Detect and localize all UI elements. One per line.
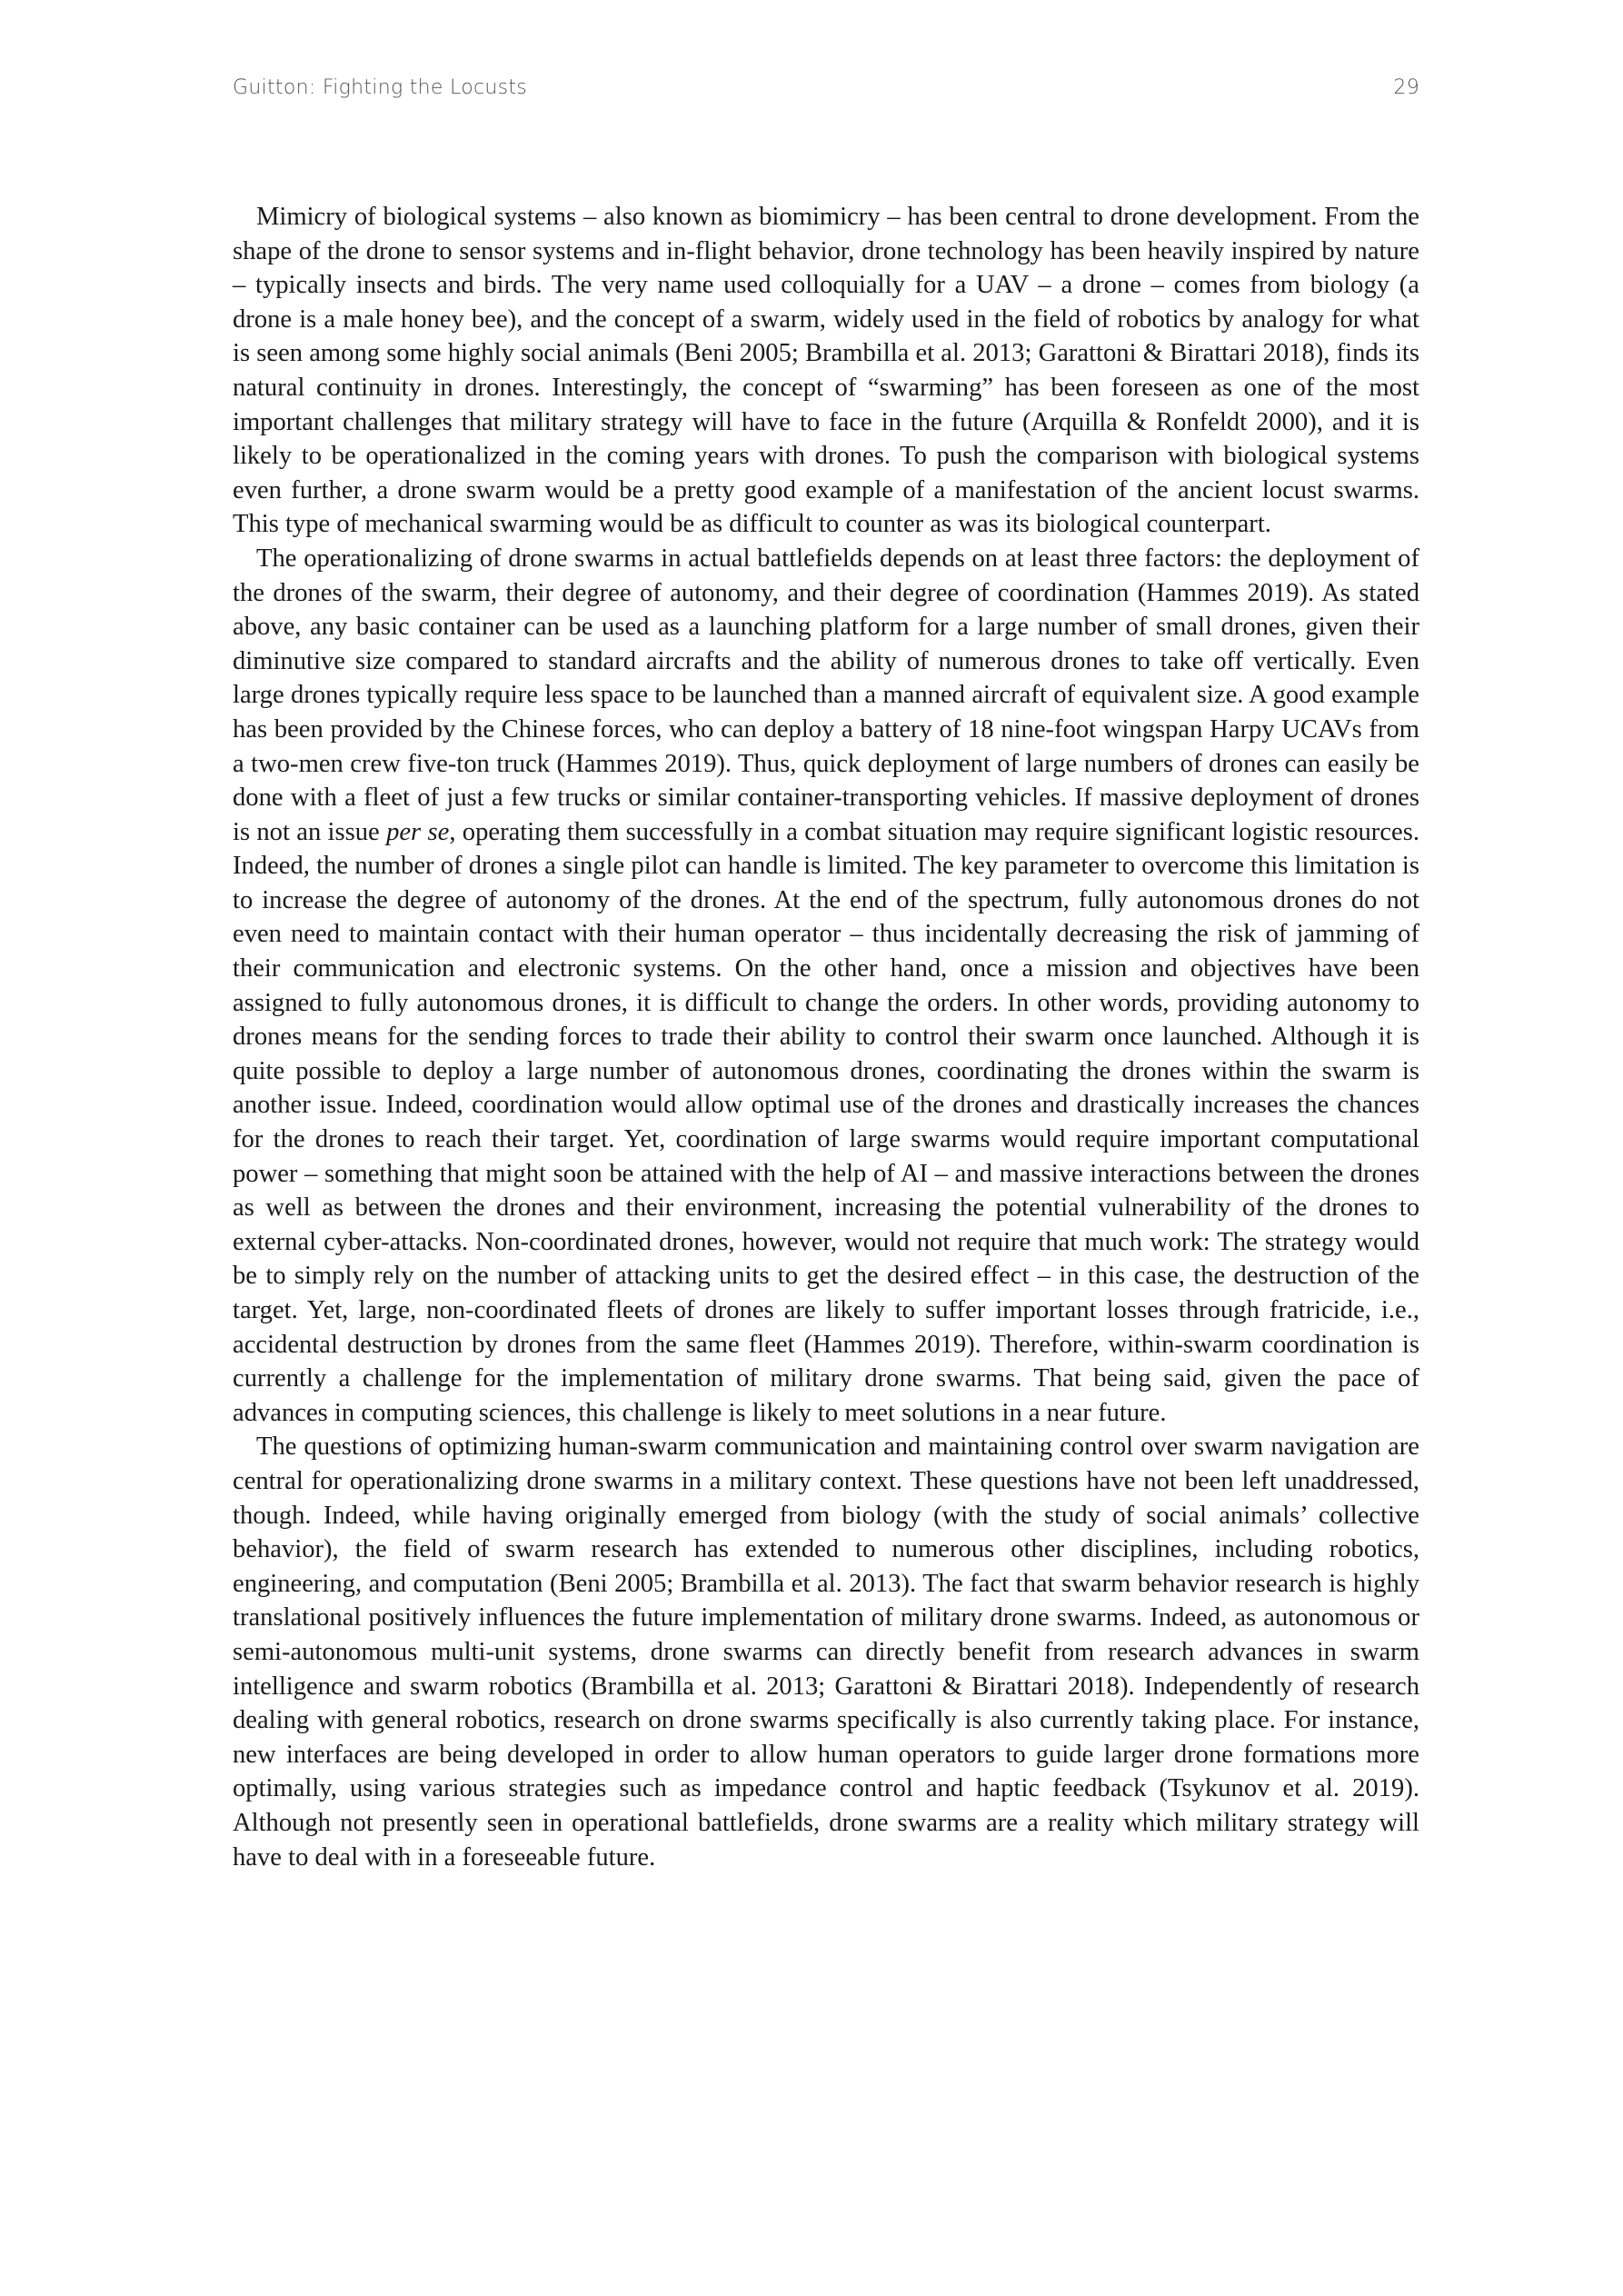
paragraph-2: The operationalizing of drone swarms in actual battlefields depends on at least three factors: the deployment of the drones of the swarm, their degree of autonomy, and their degree of coordination (Hammes 2019). As stated above, any basic container can be used as a launching platform for a large number of small drones, given their diminutive size compared to standard aircrafts and the ability of numerous drones to take off vertically. Even large drones typically require less space to be launched than a manned aircraft of equivalent size. A good example has been provided by the Chinese forces, who can deploy a battery of 18 nine-foot wingspan Harpy UCAVs from a two-men crew five-ton truck (Hammes 2019). Thus, quick deployment of large numbers of drones can easily be done with a fleet of just a few trucks or similar container-transporting vehicles. If massive deployment of drones is not an issue per se, operating them successfully in a combat situation may require significant logistic resources. Indeed, the number of drones a single pilot can handle is limited. The key parameter to overcome this limitation is to increase the degree of autonomy of the drones. At the end of the spectrum, fully autonomous drones do not even need to maintain contact with their human operator – thus incidentally decreasing the risk of jamming of their communication and electronic systems. On the other hand, once a mission and objectives have been assigned to fully autonomous drones, it is difficult to change the orders. In other words, providing autonomy to drones means for the sending forces to trade their ability to control their swarm once launched. Although it is quite possible to deploy a large number of autonomous drones, coordinating the drones within the swarm is another issue. Indeed, coordination would allow optimal use of the drones and drastically increases the chances for the drones to reach their target. Yet, coordination of large swarms would require important computational power – something that might soon be attained with the help of AI – and massive interactions between the drones as well as between the drones and their environment, increasing the potential vulnerability of the drones to external cyber-attacks. Non-coordinated drones, however, would not require that much work: The strategy would be to simply rely on the number of attacking units to get the desired effect – in this case, the destruction of the target. Yet, large, non-coordinated fleets of drones are likely to suffer important losses through fratricide, i.e., accidental destruction by drones from the same fleet (Hammes 2019). Therefore, within-swarm coordination is currently a challenge for the implementation of military drone swarms. That being said, given the pace of advances in computing sciences, this challenge is likely to meet solutions in a near future. xyxy=(233,544,1419,1427)
running-title: Guitton: Fighting the Locusts xyxy=(233,76,528,99)
running-header xyxy=(233,76,1419,109)
paragraph-1: Mimicry of biological systems – also known as biomimicry – has been central to drone development. From the shape of the drone to sensor systems and in-flight behavior, drone technology has been heavily inspired by nature – typically insects and birds. The very name used colloquially for a UAV – a drone – comes from biology (a drone is a male honey bee), and the concept of a swarm, widely used in the field of robotics by analogy for what is seen among some highly social animals (Beni 2005; Brambilla et al. 2013; Garattoni & Birattari 2018), finds its natural continuity in drones. Interestingly, the concept of “swarming” has been foreseen as one of the most important challenges that military strategy will have to face in the future (Arquilla & Ronfeldt 2000), and it is likely to be operationalized in the coming years with drones. To push the comparison with biological systems even further, a drone swarm would be a pretty good example of a manifestation of the ancient locust swarms. This type of mechanical swarming would be as difficult to counter as was its biological counterpart. xyxy=(233,203,1419,539)
italic-phrase: per se xyxy=(386,817,450,846)
paragraph-3: The questions of optimizing human-swarm communication and maintaining control over swarm navigation are central for operationalizing drone swarms in a military context. These questions have not been left unaddressed, though. Indeed, while having originally emerged from biology (with the study of social animals’ collective behavior), the field of swarm research has extended to numerous other disciplines, including robotics, engineering, and computation (Beni 2005; Brambilla et al. 2013). The fact that swarm behavior research is highly translational positively influences the future implementation of military drone swarms. Indeed, as autonomous or semi-autonomous multi-unit systems, drone swarms can directly benefit from research advances in swarm intelligence and swarm robotics (Brambilla et al. 2013; Garattoni & Birattari 2018). Independently of research dealing with general robotics, research on drone swarms specifically is also currently taking place. For instance, new interfaces are being developed in order to allow human operators to guide larger drone formations more optimally, using various strategies such as impedance control and haptic feedback (Tsykunov et al. 2019). Although not presently seen in operational battlefields, drone swarms are a reality which military strategy will have to deal with in a foreseeable future. xyxy=(233,1433,1419,1872)
page-number: 29 xyxy=(1393,76,1419,99)
body-text xyxy=(233,200,1419,1874)
